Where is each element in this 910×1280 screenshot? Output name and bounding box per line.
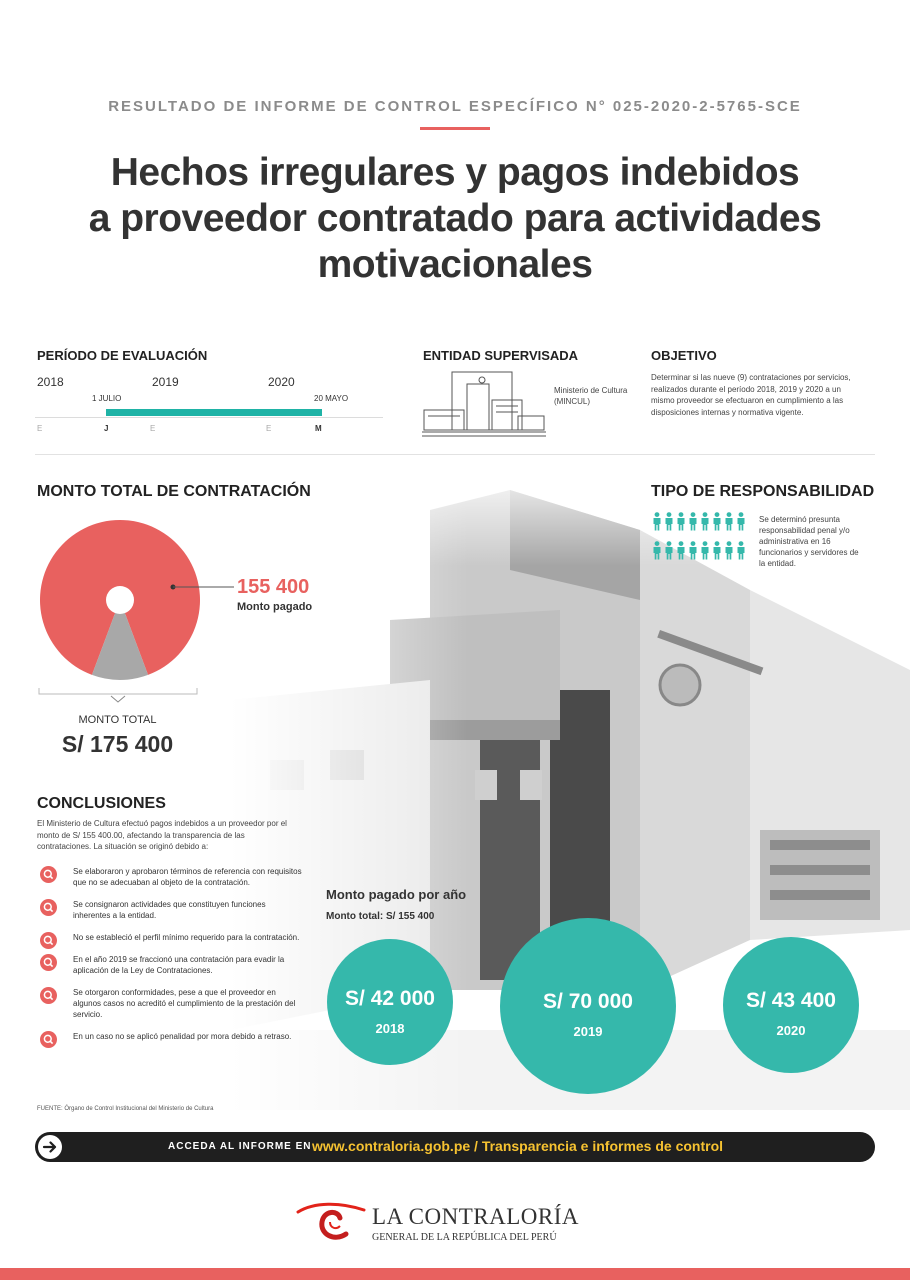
person-icon [736,541,746,565]
page-title [20,150,890,288]
responsibility-title: TIPO DE RESPONSABILIDAD [651,483,875,500]
conclusion-item: Se otorgaron conformidades, pese a que el proveedor en algunos casos no acreditó el cumplimiento de la prestación del servicio. [37,987,302,1020]
header-divider [420,127,490,130]
magnifier-icon [40,899,57,916]
bubble-year: 2020 [776,1023,806,1038]
title-line: Hechos irregulares y pagos indebidos [110,151,800,194]
person-icon [712,512,722,536]
person-icon [676,512,686,536]
person-icon [688,541,698,565]
person-icon [724,512,734,536]
conclusion-item: En el año 2019 se fraccionó una contratación para evadir la aplicación de la Ley de Contrataciones. [37,954,302,976]
magnifier-icon [40,954,57,971]
title-line: a proveedor contratado para actividades [88,197,822,240]
bubble-amount: S/ 42 000 [345,987,435,1010]
timeline-tick: E [37,424,43,433]
access-label: ACCEDA AL INFORME EN [168,1141,312,1152]
arrow-right-icon[interactable] [38,1135,62,1159]
contract-total-title: MONTO TOTAL DE CONTRATACIÓN [37,483,311,500]
objective-text: Determinar si las nueve (9) contrataciones por servicios, realizados durante el período 2018, 2019 y 2020 a un mismo proveedor se efectuaron en cumplimiento a las disposiciones internas y normativa vigente. [651,373,851,417]
conclusions-intro: El Ministerio de Cultura efectuó pagos indebidos a un proveedor por el monto de S/ 155 400.00, afectando la transparencia de las contrataciones. La situación se originó debido a: [37,819,287,851]
timeline-tick: M [315,424,322,433]
pie-pointer-line [168,580,234,594]
timeline-axis [35,417,383,418]
evaluation-title: PERÍODO DE EVALUACIÓN [37,348,208,363]
people-icon-grid [652,512,752,570]
person-icon [676,541,686,565]
paid-amount-label: Monto pagado [237,601,313,613]
conclusion-item: En un caso no se aplicó penalidad por mora debido a retraso. [37,1031,302,1042]
total-bracket [38,688,198,704]
bubble-2018 [327,939,453,1065]
magnifier-icon [40,932,57,949]
annual-title: Monto pagado por año [326,887,467,902]
timeline-period-bar [106,409,322,416]
entity-title: ENTIDAD SUPERVISADA [423,348,579,363]
bottom-accent-bar [0,1268,910,1280]
logo-name: LA CONTRALORÍA [372,1204,579,1229]
bubble-amount: S/ 43 400 [746,989,836,1012]
section-divider [35,454,875,455]
report-link[interactable]: www.contraloria.gob.pe / Transparencia e informes de control [312,1138,724,1154]
objective-title: OBJETIVO [651,348,717,363]
conclusion-item: Se consignaron actividades que constituyen funciones inherentes a la entidad. [37,899,302,921]
responsibility-text: Se determinó presunta responsabilidad penal y/o administrativa en 16 funcionarios y servidores de la entidad. [759,515,859,568]
timeline-year: 2019 [152,375,179,389]
bubble-2020 [723,937,859,1073]
total-amount-value: S/ 175 400 [61,731,174,757]
person-icon [664,512,674,536]
total-amount-label: MONTO TOTAL [78,714,157,726]
person-icon [652,512,662,536]
person-icon [688,512,698,536]
bubble-year: 2018 [375,1021,405,1036]
person-icon [724,541,734,565]
bubble-year: 2019 [573,1024,603,1039]
person-icon [736,512,746,536]
conclusion-item: No se estableció el perfil mínimo requerido para la contratación. [37,932,302,943]
timeline-tick: J [104,424,109,433]
contraloria-logo-icon [294,1198,366,1246]
timeline-year: 2018 [37,375,64,389]
timeline-tick: E [266,424,272,433]
bubble-amount: S/ 70 000 [543,990,633,1013]
title-line: motivacionales [317,243,593,286]
conclusions-list [37,866,302,1042]
logo-subtitle: GENERAL DE LA REPÚBLICA DEL PERÚ [372,1232,557,1243]
pie-center-hole [106,586,134,614]
paid-amount-value: 155 400 [237,576,310,598]
person-icon [712,541,722,565]
building-sketch-icon [422,370,546,438]
bubble-2019 [500,918,676,1094]
report-label: RESULTADO DE INFORME DE CONTROL ESPECÍFICO N° 025-2020-2-5765-SCE [108,98,802,115]
magnifier-icon [40,987,57,1004]
timeline-end-label: 20 MAYO [314,394,349,403]
magnifier-icon [40,1031,57,1048]
access-report-bar[interactable] [35,1132,875,1162]
source-note: FUENTE: Órgano de Control Institucional del Ministerio de Cultura [37,1106,214,1112]
magnifier-icon [40,866,57,883]
timeline-tick: E [150,424,156,433]
timeline-year: 2020 [268,375,295,389]
conclusion-item: Se elaboraron y aprobaron términos de referencia con requisitos que no se adecuaban al objeto de la contratación. [37,866,302,888]
timeline-start-label: 1 JULIO [92,394,122,403]
annual-subtitle: Monto total: S/ 155 400 [326,911,435,922]
person-icon [652,541,662,565]
person-icon [664,541,674,565]
contract-pie-chart [36,520,204,680]
entity-name: Ministerio de Cultura (MINCUL) [554,386,628,406]
person-icon [700,512,710,536]
conclusions-title: CONCLUSIONES [37,795,166,812]
person-icon [700,541,710,565]
